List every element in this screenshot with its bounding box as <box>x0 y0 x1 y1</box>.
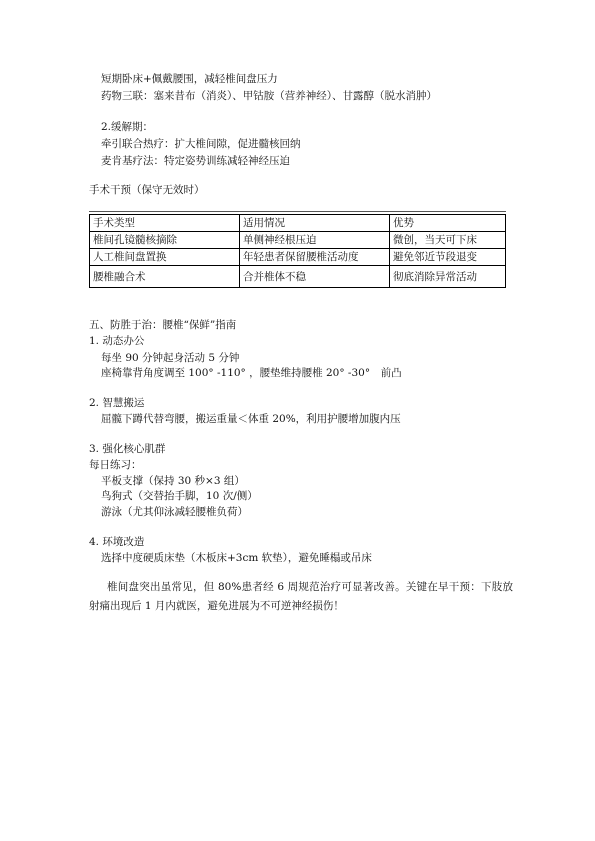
table-cell: 单侧神经根压迫 <box>240 232 390 249</box>
subsection-title: 1. 动态办公 <box>89 335 145 347</box>
table-top-rule <box>89 211 506 212</box>
text-item: 座椅靠背角度调至 100° -110° ，腰垫维持腰椎 20° -30° 前凸 <box>101 367 402 379</box>
text-item: 每坐 90 分钟起身活动 5 分钟 <box>101 352 240 364</box>
table-cell: 椎间孔镜髓核摘除 <box>90 232 240 249</box>
text-mckenzie: 麦肯基疗法：特定姿势训练减轻神经压迫 <box>101 155 290 167</box>
table-row <box>90 232 506 249</box>
text-remission-heading: 2.缓解期： <box>101 121 154 133</box>
text-item: 鸟狗式（交替抬手脚，10 次/侧） <box>101 490 258 502</box>
subsection-title: 4. 环境改造 <box>89 536 145 548</box>
text-item: 平板支撑（保持 30 秒×3 组） <box>101 475 245 487</box>
subsection-title: 3. 强化核心肌群 <box>89 443 166 455</box>
text-item: 屈髋下蹲代替弯腰，搬运重量＜体重 20%，利用护腰增加腹内压 <box>101 413 401 425</box>
closing-paragraph: 椎间盘突出虽常见，但 80%患者经 6 周规范治疗可显著改善。关键在早干预：下肢放射痛出现后 1 月内就医，避免进展为不可逆神经损伤！ <box>89 581 513 612</box>
table-cell: 微创，当天可下床 <box>390 232 506 249</box>
surgery-table <box>89 214 506 288</box>
table-header-cell: 适用情况 <box>240 215 390 232</box>
text-daily-label: 每日练习： <box>89 459 142 471</box>
table-row <box>90 249 506 266</box>
table-row <box>90 266 506 288</box>
table-cell: 年轻患者保留腰椎活动度 <box>240 249 390 266</box>
table-header-cell: 优势 <box>390 215 506 232</box>
text-surgery-heading: 手术干预（保守无效时） <box>89 184 205 196</box>
table-cell: 腰椎融合术 <box>90 266 240 288</box>
text-traction: 牵引联合热疗：扩大椎间隙，促进髓核回纳 <box>101 138 301 150</box>
subsection-title: 2. 智慧搬运 <box>89 397 145 409</box>
table-header-cell: 手术类型 <box>90 215 240 232</box>
text-bedrest: 短期卧床+佩戴腰围，减轻椎间盘压力 <box>101 73 278 85</box>
section-title: 五、防胜于治：腰椎“保鲜”指南 <box>89 319 237 331</box>
table-cell: 人工椎间盘置换 <box>90 249 240 266</box>
text-item: 游泳（尤其仰泳减轻腰椎负荷） <box>101 506 248 518</box>
table-header-row <box>90 215 506 232</box>
text-medication: 药物三联：塞来昔布（消炎）、甲钴胺（营养神经）、甘露醇（脱水消肿） <box>101 90 437 102</box>
table-cell: 避免邻近节段退变 <box>390 249 506 266</box>
table-cell: 彻底消除异常活动 <box>390 266 506 288</box>
text-item: 选择中度硬质床垫（木板床+3cm 软垫），避免睡榻或吊床 <box>101 552 372 564</box>
table-cell: 合并椎体不稳 <box>240 266 390 288</box>
